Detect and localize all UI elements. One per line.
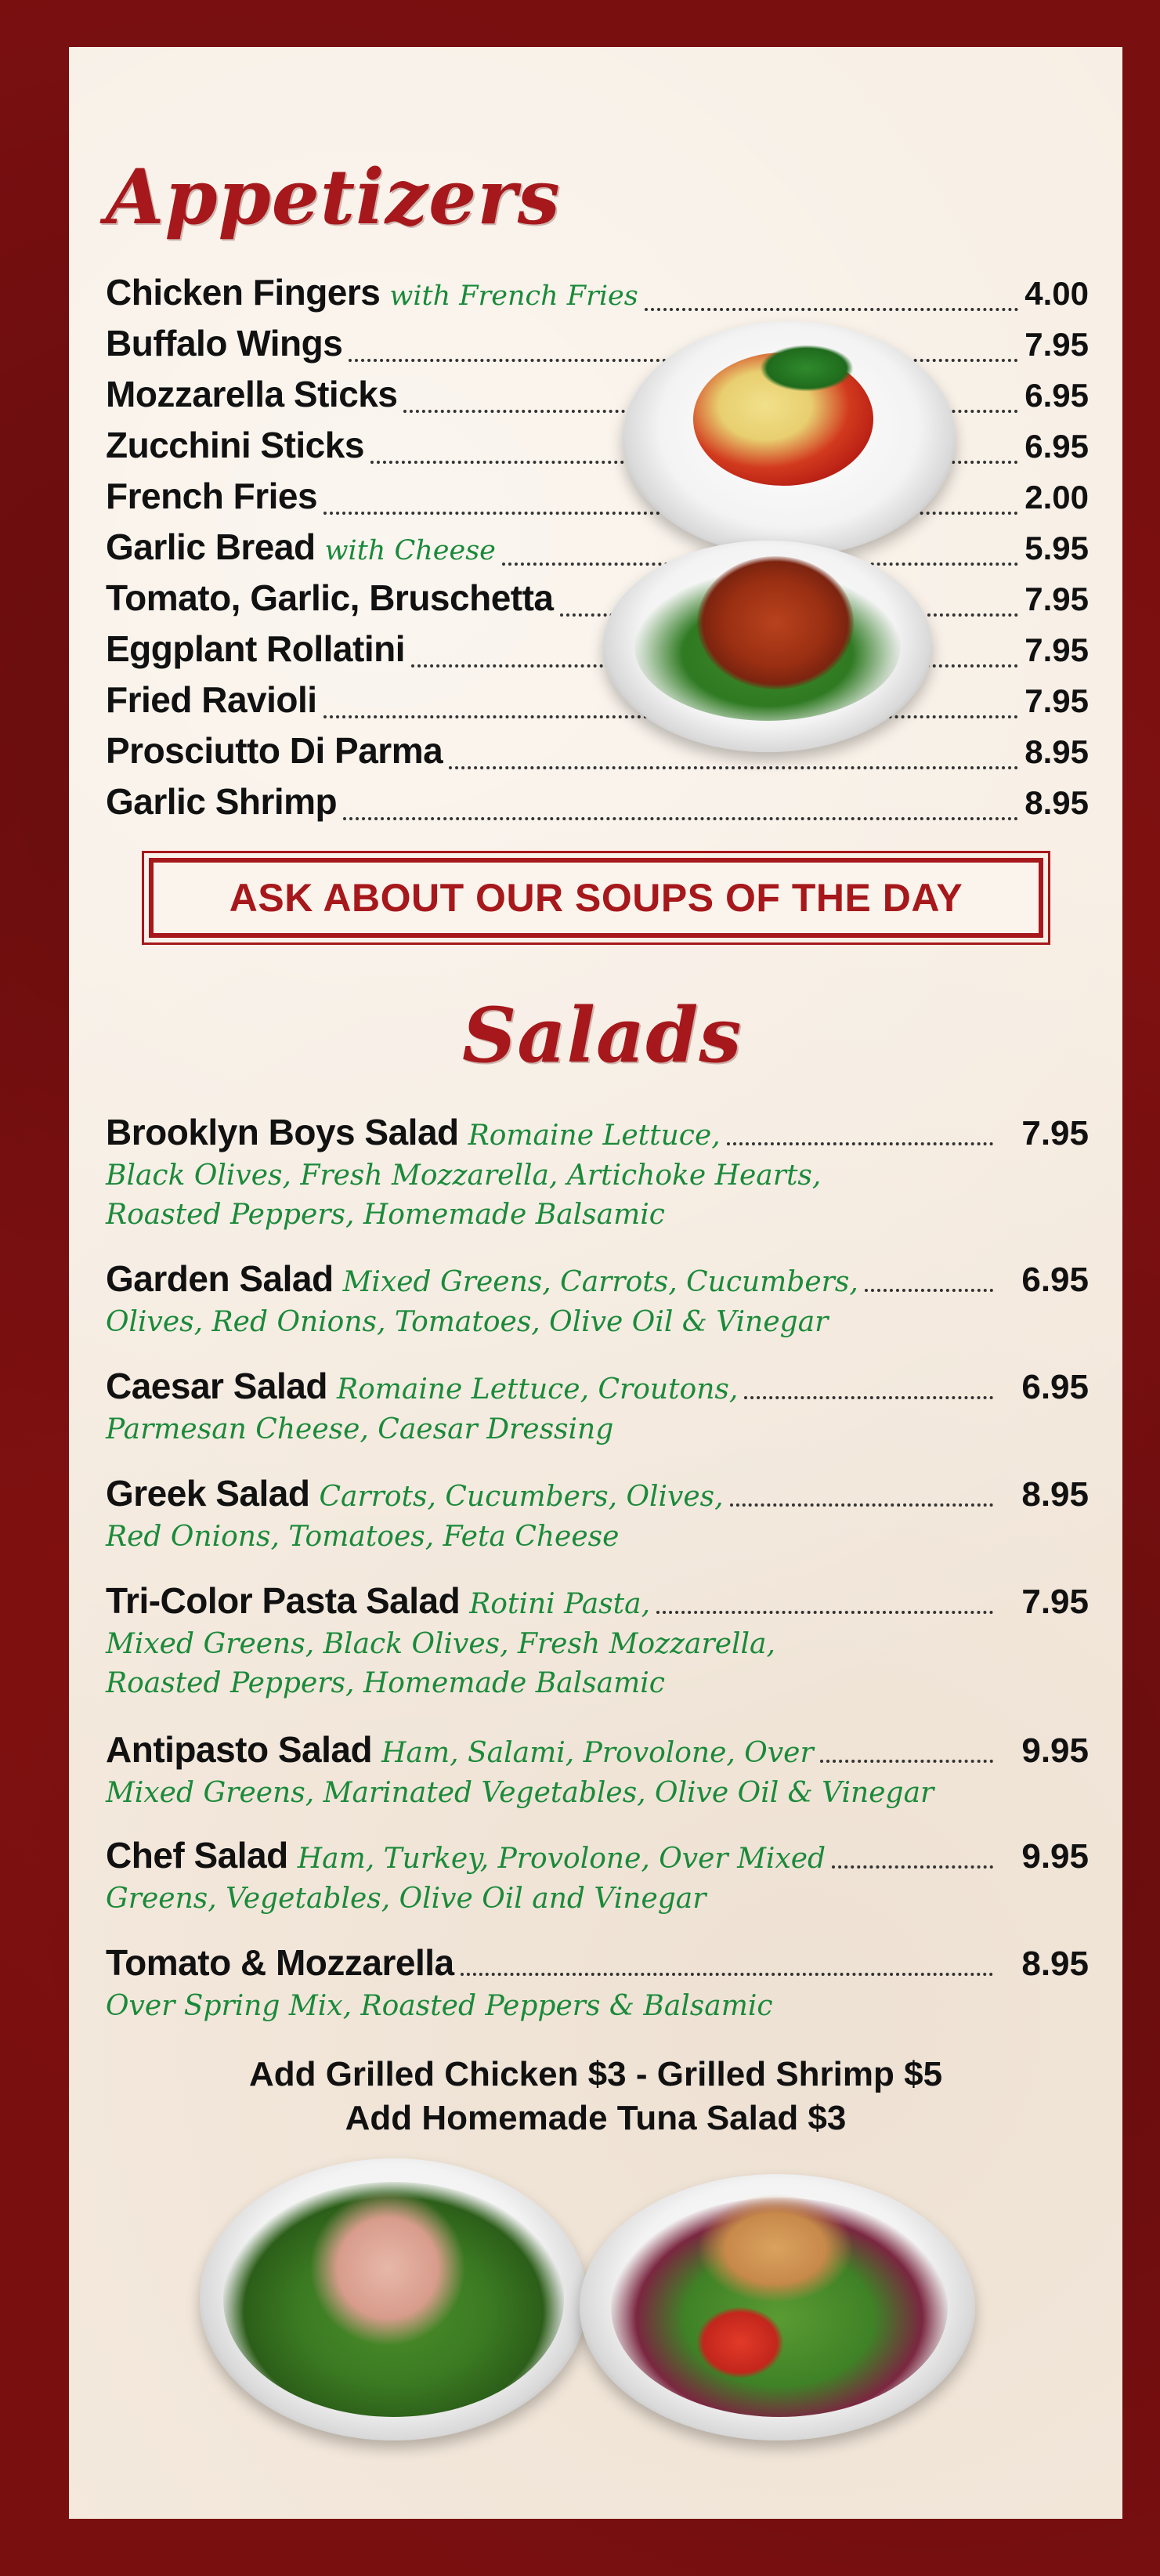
item-note: Ham, Turkey, Provolone, Over Mixed <box>297 1843 826 1875</box>
item-name: Caesar Salad <box>106 1366 327 1406</box>
antipasto-salad-plate-photo <box>200 2158 587 2440</box>
item-note: Carrots, Cucumbers, Olives, <box>319 1481 724 1513</box>
item-price: 6.95 <box>1021 1368 1089 1406</box>
item-description: Black Olives, Fresh Mozzarella, Artichoke Hearts, <box>106 1160 822 1192</box>
item-description: Olives, Red Onions, Tomatoes, Olive Oil & Vinegar <box>106 1306 829 1338</box>
item-name: Tomato & Mozzarella <box>106 1942 454 1983</box>
list-item <box>106 1257 1089 1365</box>
list-item <box>106 729 1089 780</box>
salad-addons <box>69 2053 1122 2140</box>
item-price: 6.95 <box>1021 1261 1089 1299</box>
appetizers-heading: Appetizers <box>106 153 561 241</box>
list-item <box>106 526 1089 577</box>
item-price: 7.95 <box>1024 326 1089 363</box>
list-item <box>106 1365 1089 1472</box>
item-price: 5.95 <box>1024 530 1089 566</box>
appetizers-list <box>106 271 1089 831</box>
dot-leader <box>865 1289 994 1292</box>
buffalo-wings-plate-photo <box>603 541 932 752</box>
dot-leader <box>832 1865 993 1869</box>
dot-leader <box>656 1611 993 1614</box>
item-name: Buffalo Wings <box>106 323 343 364</box>
item-price: 4.00 <box>1024 275 1089 312</box>
item-price: 8.95 <box>1024 784 1089 821</box>
item-price: 9.95 <box>1021 1731 1089 1770</box>
item-description: Parmesan Cheese, Caesar Dressing <box>106 1413 614 1445</box>
item-description: Roasted Peppers, Homemade Balsamic <box>106 1199 665 1231</box>
list-item <box>106 780 1089 831</box>
item-price: 8.95 <box>1024 733 1089 770</box>
item-note: with Cheese <box>324 535 496 566</box>
item-name: Garden Salad <box>106 1258 334 1299</box>
item-price: 6.95 <box>1024 428 1089 465</box>
addon-line-1: Add Grilled Chicken $3 - Grilled Shrimp $5 <box>248 2055 943 2093</box>
item-description: Over Spring Mix, Roasted Peppers & Balsamic <box>106 1990 773 2022</box>
salads-list <box>106 1111 1089 2043</box>
item-name: French Fries <box>106 476 318 516</box>
item-name: Prosciutto Di Parma <box>106 730 443 771</box>
item-name: Garlic Bread <box>106 526 316 567</box>
item-name: Fried Ravioli <box>106 679 317 720</box>
item-price: 7.95 <box>1021 1114 1089 1152</box>
item-note: Rotini Pasta, <box>469 1588 651 1620</box>
soups-banner <box>149 858 1043 938</box>
dot-leader <box>730 1503 994 1507</box>
item-note: Romaine Lettuce, <box>468 1120 721 1152</box>
item-price: 2.00 <box>1024 479 1089 516</box>
item-name: Tomato, Garlic, Bruschetta <box>106 577 554 618</box>
item-description: Mixed Greens, Marinated Vegetables, Olive Oil & Vinegar <box>106 1777 934 1809</box>
item-name: Garlic Shrimp <box>106 781 338 822</box>
item-note: Romaine Lettuce, Croutons, <box>336 1373 739 1406</box>
item-name: Greek Salad <box>106 1473 310 1514</box>
item-price: 6.95 <box>1024 377 1089 414</box>
list-item <box>106 271 1089 322</box>
item-note: Ham, Salami, Provolone, Over <box>381 1737 814 1769</box>
item-price: 7.95 <box>1024 682 1089 719</box>
item-description: Mixed Greens, Black Olives, Fresh Mozzarella, <box>106 1628 775 1660</box>
item-price: 8.95 <box>1021 1475 1089 1514</box>
list-item <box>106 1472 1089 1579</box>
list-item <box>106 1728 1089 1834</box>
dot-leader <box>461 1973 994 1976</box>
list-item <box>106 678 1089 729</box>
mozzarella-plate-photo <box>623 321 956 556</box>
item-price: 7.95 <box>1021 1583 1089 1621</box>
dot-leader <box>727 1142 994 1145</box>
item-name: Brooklyn Boys Salad <box>106 1112 459 1152</box>
item-name: Tri-Color Pasta Salad <box>106 1580 461 1621</box>
item-description: Greens, Vegetables, Olive Oil and Vinegar <box>106 1883 706 1915</box>
dot-leader <box>449 766 1018 769</box>
dot-leader <box>744 1396 993 1399</box>
dot-leader <box>645 308 1019 311</box>
item-price: 9.95 <box>1021 1837 1089 1876</box>
item-note: with French Fries <box>389 280 638 312</box>
item-price: 8.95 <box>1021 1945 1089 1983</box>
list-item <box>106 1579 1089 1728</box>
list-item <box>106 1834 1089 1941</box>
salads-heading: Salads <box>462 991 743 1080</box>
dot-leader <box>343 817 1018 820</box>
item-price: 7.95 <box>1024 581 1089 617</box>
item-name: Chef Salad <box>106 1835 288 1876</box>
item-name: Zucchini Sticks <box>106 425 364 465</box>
chicken-salad-plate-photo <box>580 2174 975 2440</box>
list-item <box>106 577 1089 628</box>
list-item <box>106 322 1089 373</box>
item-name: Antipasto Salad <box>106 1729 373 1770</box>
item-name: Mozzarella Sticks <box>106 374 398 414</box>
item-description: Roasted Peppers, Homemade Balsamic <box>106 1667 665 1699</box>
item-note: Mixed Greens, Carrots, Cucumbers, <box>342 1266 858 1298</box>
list-item <box>106 1111 1089 1257</box>
item-price: 7.95 <box>1024 631 1089 668</box>
banner-text: ASK ABOUT OUR SOUPS OF THE DAY <box>229 876 963 920</box>
list-item <box>106 628 1089 678</box>
addon-line-2: Add Homemade Tuna Salad $3 <box>345 2099 847 2137</box>
item-name: Eggplant Rollatini <box>106 628 405 669</box>
dot-leader <box>820 1760 994 1763</box>
list-item <box>106 1941 1089 2043</box>
item-name: Chicken Fingers <box>106 272 381 313</box>
item-description: Red Onions, Tomatoes, Feta Cheese <box>106 1521 620 1553</box>
